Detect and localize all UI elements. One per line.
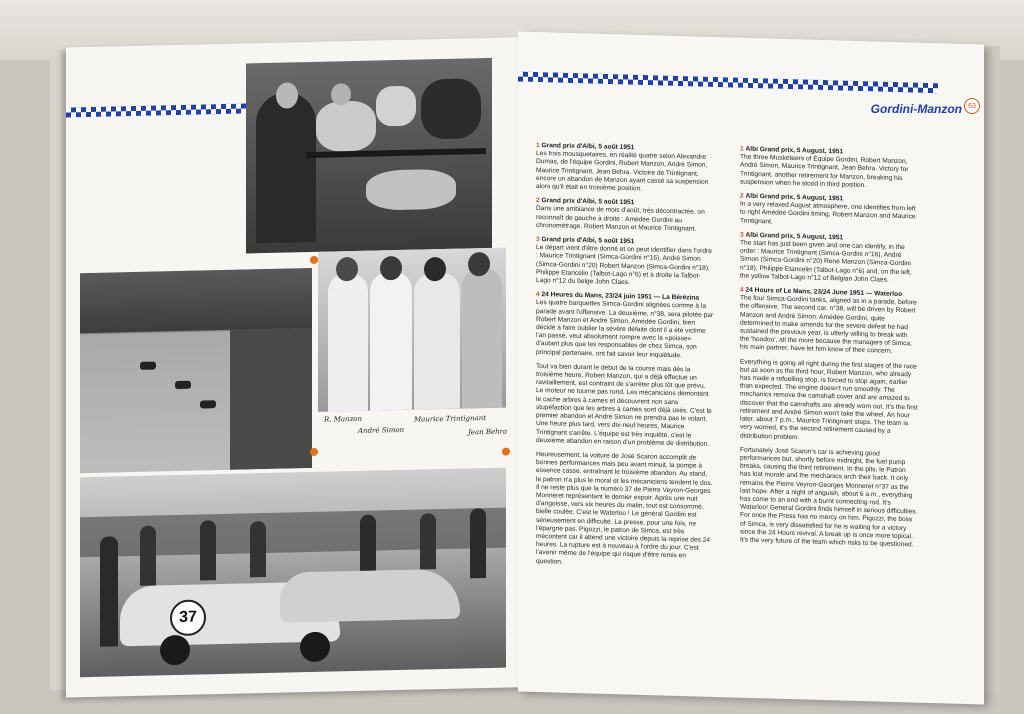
caption: 4 24 Hours of Le Mans, 23/24 June 1951 — Waterloo The four Simca-Gordini tanks, aligned as in a parade, before the offensive. The second car, n°38, will be driven by Robert Manzon and André Simon. Amédée Gordini, quite determined to make amends for the severe defeat he had sustained the previous year, is utterly willing to break with the 'hoodoo', all the more because the managers of Simca, his main partner, have let him know of their concern. bbox=[740, 286, 917, 356]
checkered-band-left bbox=[66, 103, 246, 117]
photo-race-start bbox=[80, 268, 312, 473]
caption: 3 Grand prix d'Albi, 5 août 1951 Le départ vient d'être donné et on peut identifier dans l'ordre : Maurice Trintignant (Simca-Gordini n°16), André Simon (Simca-Gordini n°20) Robert Manzon (Simca-Gordini n°18), Philippe Etancelin (Talbot-Lago n°6) et à droite la Talbot-Lago n°12 du belge John Claes. bbox=[536, 236, 712, 287]
caption: 1 Albi Grand prix, 5 August, 1951 The three Musketeers of Équipe Gordini, Robert Manzon, André Simon, Maurice Trintignant, Jean Behra. Victory for Trintignant, another retirement for Manzon, breaking his suspension when he stood in third position. bbox=[740, 145, 909, 189]
checkered-band-right bbox=[518, 71, 938, 93]
caption: 2 Grand prix d'Albi, 5 août 1951 Dans une ambiance de mois d'août, très décontractée, on reconnaît de gauche à droite : Amédée Gordini au chronométrage, Robert Manzon et Maurice Trintignant. bbox=[536, 197, 705, 233]
signature: Jean Behra bbox=[468, 427, 508, 437]
signature: Maurice Trintignant bbox=[414, 414, 487, 424]
paragraph: Heureusement, la voiture de José Scaron accomplit de bonnes performances mais peu avant minuit, la pompe à essence casse, entraînant le troisième abandon. Au stand, le patron n'a plus le moral et les mécaniciens tendent le dos. Il ne reste plus que la numéro 37 de Pierre Veyron-Georges Monneret représentant le dernier espoir. Après une nuit d'angoisse, vers six heures du matin, tout est consommé, bielle coulée. C'est le Waterloo ! Le général Gordini est sérieusement en difficulté. La presse, pour une fois, ne l'épargne pas. Pigozzi, le patron de Simca, est très mécontent car il attend une victoire depuis la reprise des 24 heures. La rupture est à nouveau à l'ordre du jour. C'est l'avenir même de l'équipe qui risque d'être remis en question. bbox=[536, 450, 713, 566]
photo-le-mans-cars bbox=[80, 468, 506, 678]
paragraph: Fortunately José Scaron's car is achieving good performances but, shortly before midnight, the fuel pump breaks, causing the third retirement. In the pits, le Patron has lost morale and the mechanics arch their back. It only remains the Pierre Veyron-Georges Monneret n°37 as the last hope. After a night of anguish, about 6 a.m., everything has come to an end with a burnt connecting rod. It's Waterloo! General Gordini finds himself in serious difficulties. For once the Press has no mercy on him. Pigozzi, the boss of Simca, is very dissatisfied for he is waiting for a victory since the 24 Hours revival. A break up is once more topical. It's the very future of the team which risks to be questioned. bbox=[740, 446, 918, 549]
photo-grandstand bbox=[246, 58, 492, 254]
paragraph: Tout va bien durant le début de la course mais dès la troisième heure, Robert Manzon, qui a déjà effectué un ravitaillement, est contraint de s'arrêter plus tôt que prévu. Le moteur ne tourne pas rond. Les mécaniciens démontent le cache arbres à cames et découvrent non sans stupéfaction que les arbres à cames sont déjà usés. C'est le premier abandon et André Simon ne prendra pas le volant. Une heure plus tard, vers dix-neuf heures, Maurice Trintignant s'arrête. L'équipe est très inquiète, c'est le deuxième abandon en raison d'un problème de distribution. bbox=[536, 362, 712, 448]
car-number: 37 bbox=[170, 599, 206, 636]
photo-marker bbox=[310, 256, 318, 264]
driver-signatures bbox=[318, 410, 508, 462]
section-title: Gordini-Manzon bbox=[870, 102, 962, 116]
caption: 2 Albi Grand prix, 5 August, 1951 In a very relaxed August atmosphere, one identifies from left to right Amédée Gordini timing, Robert Manzon and Maurice Trintignant. bbox=[740, 192, 916, 226]
caption: 3 Albi Grand prix, 5 August, 1951 The start has just been given and one can identify, in the order : Maurice Trintignant (Simca-Gordini n°16), André Simon (Simca-Gordini n°20) René Manzon (Simca-Gordini n°18), Philippe Etancelin (Talbot-Lago n°6) and, on the left, the yellow Talbot-Lago n°12 of Belgian John Claes. bbox=[740, 231, 912, 284]
photo-marker bbox=[310, 448, 318, 456]
signature: R. Manzon bbox=[324, 414, 362, 424]
photo-marker bbox=[502, 447, 510, 455]
open-book bbox=[40, 32, 1002, 696]
signature: André Simon bbox=[358, 425, 405, 435]
left-page bbox=[66, 36, 556, 697]
english-text-column bbox=[740, 146, 918, 556]
paragraph: Everything is going all right during the first stages of the race but as soon as the third hour, Robert Manzon, who already has made a refuelling stop, is forced to stop again, earlier than expected. The engine doesn't run smoothly. The mechanics remove the camshaft cover and are amazed to discover that the camshafts are already worn out. It's the first retirement and André Simon won't take the wheel. An hour later, about 7 p.m., Maurice Trintignant stops. The team is very worried, it's the second retirement caused by a distribution problem. bbox=[740, 358, 918, 441]
photo-drivers bbox=[318, 248, 506, 412]
page-number: 63 bbox=[964, 98, 980, 114]
caption: 4 24 Heures du Mans, 23/24 juin 1951 — La Bérézina Les quatre barquettes Simca-Gordini alignées comme à la parade avant l'offensive. La deuxième, n°38, sera pilotée par Robert Manzon et André Simon. Amédée Gordini, bien décidé à faire oublier la sévère défaite dont il a été victime l'an passé, veut absolument rompre avec la «poisse» d'autant plus que les responsables de chez Simca, son principal partenaire, ont fait savoir leur inquiétude. bbox=[536, 291, 714, 359]
caption: 1 Grand prix d'Albi, 5 août 1951 Les trois mousquetaires, en réalité quatre selon Alexandre Dumas, de l'équipe Gordini, Robert Manzon, André Simon, Maurice Trintignant, Jean Behra. Victoire de Trintignant, encore un abandon de Manzon ayant cassé sa suspension alors qu'il était en troisième position. bbox=[536, 141, 709, 193]
french-text-column bbox=[536, 142, 714, 576]
